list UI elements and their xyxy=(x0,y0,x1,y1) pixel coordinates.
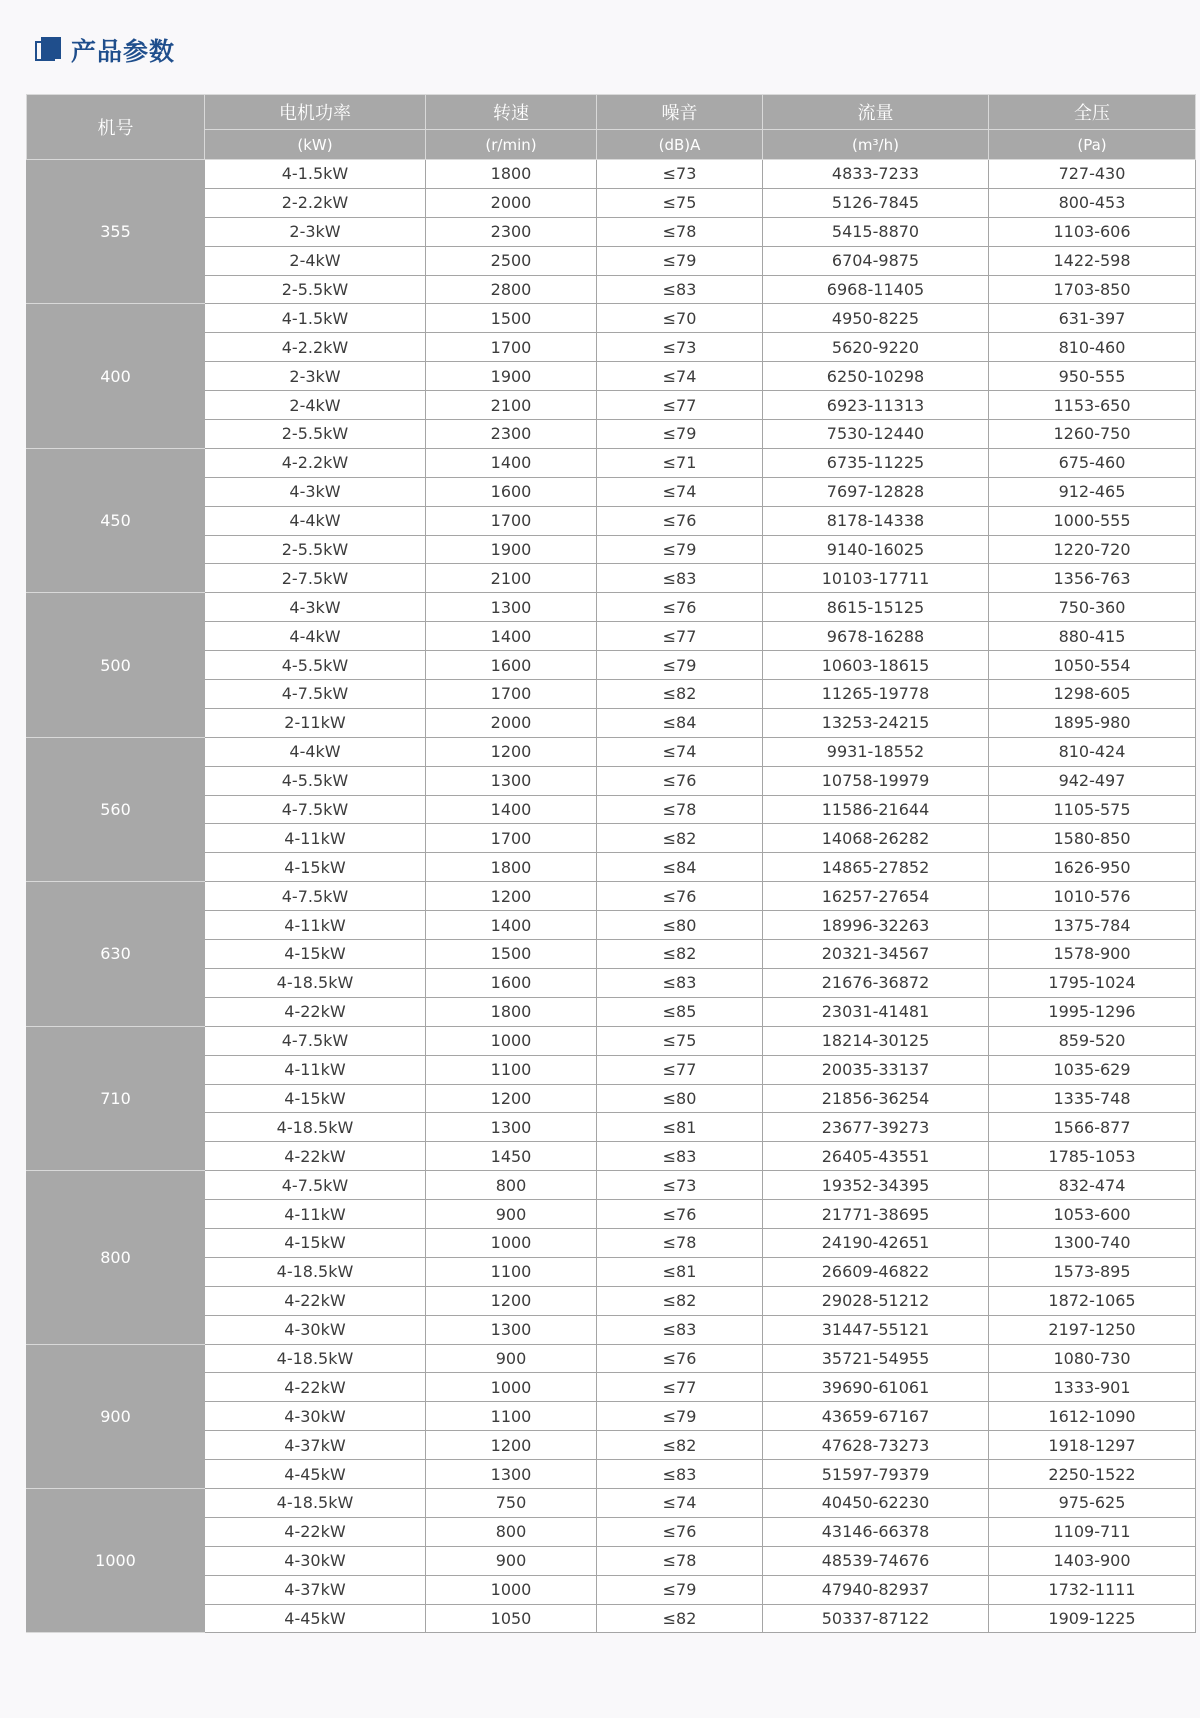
noise-cell: ≤76 xyxy=(597,1517,763,1546)
power-cell: 4-3kW xyxy=(205,593,426,622)
pressure-cell: 810-460 xyxy=(989,333,1196,362)
power-cell: 4-11kW xyxy=(205,911,426,940)
noise-cell: ≤77 xyxy=(597,622,763,651)
speed-cell: 1200 xyxy=(426,737,597,766)
noise-cell: ≤83 xyxy=(597,968,763,997)
pressure-cell: 1109-711 xyxy=(989,1517,1196,1546)
pressure-cell: 1000-555 xyxy=(989,506,1196,535)
speed-cell: 1800 xyxy=(426,160,597,189)
power-cell: 4-22kW xyxy=(205,997,426,1026)
noise-cell: ≤74 xyxy=(597,477,763,506)
speed-cell: 900 xyxy=(426,1546,597,1575)
noise-cell: ≤82 xyxy=(597,940,763,969)
speed-cell: 1800 xyxy=(426,853,597,882)
flow-cell: 8178-14338 xyxy=(763,506,989,535)
speed-cell: 1300 xyxy=(426,1113,597,1142)
table-row xyxy=(27,1026,1196,1055)
power-cell: 4-45kW xyxy=(205,1460,426,1489)
model-cell: 560 xyxy=(27,737,205,881)
table-row xyxy=(27,1344,1196,1373)
power-cell: 4-5.5kW xyxy=(205,651,426,680)
noise-cell: ≤77 xyxy=(597,1373,763,1402)
flow-cell: 47628-73273 xyxy=(763,1431,989,1460)
speed-cell: 1500 xyxy=(426,304,597,333)
flow-cell: 31447-55121 xyxy=(763,1315,989,1344)
table-row xyxy=(27,160,1196,189)
table-row xyxy=(27,882,1196,911)
speed-cell: 1700 xyxy=(426,333,597,362)
speed-cell: 1050 xyxy=(426,1604,597,1633)
pressure-cell: 1872-1065 xyxy=(989,1286,1196,1315)
power-cell: 4-22kW xyxy=(205,1373,426,1402)
speed-cell: 1000 xyxy=(426,1026,597,1055)
pressure-cell: 912-465 xyxy=(989,477,1196,506)
power-cell: 2-3kW xyxy=(205,362,426,391)
speed-cell: 2300 xyxy=(426,420,597,449)
model-cell: 1000 xyxy=(27,1488,205,1632)
pressure-cell: 1909-1225 xyxy=(989,1604,1196,1633)
flow-cell: 6704-9875 xyxy=(763,246,989,275)
flow-cell: 50337-87122 xyxy=(763,1604,989,1633)
flow-cell: 21856-36254 xyxy=(763,1084,989,1113)
pressure-cell: 1333-901 xyxy=(989,1373,1196,1402)
flow-cell: 6250-10298 xyxy=(763,362,989,391)
speed-cell: 1700 xyxy=(426,824,597,853)
noise-cell: ≤79 xyxy=(597,1402,763,1431)
noise-cell: ≤82 xyxy=(597,1431,763,1460)
power-cell: 4-1.5kW xyxy=(205,160,426,189)
model-cell: 400 xyxy=(27,304,205,448)
pressure-cell: 750-360 xyxy=(989,593,1196,622)
speed-cell: 1900 xyxy=(426,362,597,391)
speed-cell: 1400 xyxy=(426,911,597,940)
model-cell: 450 xyxy=(27,448,205,592)
speed-cell: 2500 xyxy=(426,246,597,275)
power-cell: 4-4kW xyxy=(205,506,426,535)
pressure-cell: 1566-877 xyxy=(989,1113,1196,1142)
speed-cell: 1600 xyxy=(426,477,597,506)
noise-cell: ≤79 xyxy=(597,1575,763,1604)
header-speed: 转速 xyxy=(426,95,597,130)
power-cell: 4-2.2kW xyxy=(205,333,426,362)
speed-cell: 1300 xyxy=(426,593,597,622)
pressure-cell: 1612-1090 xyxy=(989,1402,1196,1431)
pressure-cell: 631-397 xyxy=(989,304,1196,333)
power-cell: 2-4kW xyxy=(205,246,426,275)
flow-cell: 24190-42651 xyxy=(763,1228,989,1257)
pressure-cell: 1703-850 xyxy=(989,275,1196,304)
noise-cell: ≤76 xyxy=(597,766,763,795)
power-cell: 4-11kW xyxy=(205,1200,426,1229)
power-cell: 4-45kW xyxy=(205,1604,426,1633)
power-cell: 4-15kW xyxy=(205,1084,426,1113)
noise-cell: ≤78 xyxy=(597,1228,763,1257)
speed-cell: 1100 xyxy=(426,1257,597,1286)
noise-cell: ≤81 xyxy=(597,1257,763,1286)
power-cell: 2-5.5kW xyxy=(205,275,426,304)
page-title: 产品参数 xyxy=(71,37,176,66)
flow-cell: 7697-12828 xyxy=(763,477,989,506)
flow-cell: 14865-27852 xyxy=(763,853,989,882)
header-row-names xyxy=(27,95,1196,130)
power-cell: 4-3kW xyxy=(205,477,426,506)
table-row xyxy=(27,1488,1196,1517)
header-noise-unit: (dB)A xyxy=(597,130,763,160)
pressure-cell: 880-415 xyxy=(989,622,1196,651)
noise-cell: ≤74 xyxy=(597,362,763,391)
pressure-cell: 1335-748 xyxy=(989,1084,1196,1113)
model-cell: 500 xyxy=(27,593,205,737)
flow-cell: 4833-7233 xyxy=(763,160,989,189)
noise-cell: ≤75 xyxy=(597,1026,763,1055)
noise-cell: ≤84 xyxy=(597,853,763,882)
flow-cell: 10758-19979 xyxy=(763,766,989,795)
header-model: 机号 xyxy=(27,95,205,160)
pressure-cell: 1260-750 xyxy=(989,420,1196,449)
flow-cell: 51597-79379 xyxy=(763,1460,989,1489)
pressure-cell: 1422-598 xyxy=(989,246,1196,275)
speed-cell: 1300 xyxy=(426,766,597,795)
power-cell: 4-37kW xyxy=(205,1431,426,1460)
power-cell: 4-37kW xyxy=(205,1575,426,1604)
pressure-cell: 942-497 xyxy=(989,766,1196,795)
noise-cell: ≤82 xyxy=(597,1286,763,1315)
power-cell: 2-2.2kW xyxy=(205,188,426,217)
speed-cell: 1600 xyxy=(426,968,597,997)
noise-cell: ≤71 xyxy=(597,448,763,477)
noise-cell: ≤85 xyxy=(597,997,763,1026)
speed-cell: 1200 xyxy=(426,1431,597,1460)
pressure-cell: 675-460 xyxy=(989,448,1196,477)
flow-cell: 5126-7845 xyxy=(763,188,989,217)
noise-cell: ≤84 xyxy=(597,708,763,737)
pressure-cell: 1356-763 xyxy=(989,564,1196,593)
pressure-cell: 2197-1250 xyxy=(989,1315,1196,1344)
power-cell: 2-5.5kW xyxy=(205,535,426,564)
flow-cell: 10103-17711 xyxy=(763,564,989,593)
table-header xyxy=(27,95,1196,160)
flow-cell: 23031-41481 xyxy=(763,997,989,1026)
header-pressure: 全压 xyxy=(989,95,1196,130)
power-cell: 4-18.5kW xyxy=(205,1257,426,1286)
noise-cell: ≤78 xyxy=(597,795,763,824)
flow-cell: 21676-36872 xyxy=(763,968,989,997)
flow-cell: 18996-32263 xyxy=(763,911,989,940)
flow-cell: 29028-51212 xyxy=(763,1286,989,1315)
pressure-cell: 1050-554 xyxy=(989,651,1196,680)
noise-cell: ≤73 xyxy=(597,1171,763,1200)
power-cell: 4-30kW xyxy=(205,1315,426,1344)
noise-cell: ≤79 xyxy=(597,420,763,449)
pressure-cell: 1795-1024 xyxy=(989,968,1196,997)
flow-cell: 20035-33137 xyxy=(763,1055,989,1084)
section-title xyxy=(35,30,175,70)
flow-cell: 9140-16025 xyxy=(763,535,989,564)
pressure-cell: 1375-784 xyxy=(989,911,1196,940)
power-cell: 2-7.5kW xyxy=(205,564,426,593)
table-row xyxy=(27,737,1196,766)
speed-cell: 1400 xyxy=(426,622,597,651)
table-row xyxy=(27,593,1196,622)
power-cell: 2-5.5kW xyxy=(205,420,426,449)
pressure-cell: 859-520 xyxy=(989,1026,1196,1055)
speed-cell: 900 xyxy=(426,1344,597,1373)
pressure-cell: 2250-1522 xyxy=(989,1460,1196,1489)
speed-cell: 2100 xyxy=(426,564,597,593)
table-body xyxy=(27,160,1196,1633)
power-cell: 4-30kW xyxy=(205,1402,426,1431)
flow-cell: 6735-11225 xyxy=(763,448,989,477)
pressure-cell: 1626-950 xyxy=(989,853,1196,882)
flow-cell: 6968-11405 xyxy=(763,275,989,304)
speed-cell: 1450 xyxy=(426,1142,597,1171)
pressure-cell: 1010-576 xyxy=(989,882,1196,911)
flow-cell: 5415-8870 xyxy=(763,217,989,246)
pressure-cell: 1403-900 xyxy=(989,1546,1196,1575)
pressure-cell: 832-474 xyxy=(989,1171,1196,1200)
power-cell: 4-22kW xyxy=(205,1142,426,1171)
speed-cell: 1200 xyxy=(426,1286,597,1315)
power-cell: 4-15kW xyxy=(205,853,426,882)
model-cell: 800 xyxy=(27,1171,205,1344)
power-cell: 2-11kW xyxy=(205,708,426,737)
noise-cell: ≤82 xyxy=(597,824,763,853)
speed-cell: 1400 xyxy=(426,795,597,824)
power-cell: 2-3kW xyxy=(205,217,426,246)
pressure-cell: 727-430 xyxy=(989,160,1196,189)
speed-cell: 800 xyxy=(426,1517,597,1546)
flow-cell: 9678-16288 xyxy=(763,622,989,651)
noise-cell: ≤74 xyxy=(597,737,763,766)
pressure-cell: 1153-650 xyxy=(989,391,1196,420)
speed-cell: 1300 xyxy=(426,1315,597,1344)
model-cell: 630 xyxy=(27,882,205,1026)
speed-cell: 800 xyxy=(426,1171,597,1200)
model-cell: 355 xyxy=(27,160,205,304)
power-cell: 4-7.5kW xyxy=(205,1026,426,1055)
noise-cell: ≤74 xyxy=(597,1488,763,1517)
header-power: 电机功率 xyxy=(205,95,426,130)
flow-cell: 16257-27654 xyxy=(763,882,989,911)
flow-cell: 11265-19778 xyxy=(763,680,989,709)
noise-cell: ≤79 xyxy=(597,535,763,564)
speed-cell: 2000 xyxy=(426,188,597,217)
pressure-cell: 1298-605 xyxy=(989,680,1196,709)
noise-cell: ≤77 xyxy=(597,1055,763,1084)
noise-cell: ≤70 xyxy=(597,304,763,333)
speed-cell: 1700 xyxy=(426,680,597,709)
noise-cell: ≤76 xyxy=(597,882,763,911)
pressure-cell: 1300-740 xyxy=(989,1228,1196,1257)
flow-cell: 43659-67167 xyxy=(763,1402,989,1431)
noise-cell: ≤79 xyxy=(597,246,763,275)
pressure-cell: 1732-1111 xyxy=(989,1575,1196,1604)
noise-cell: ≤82 xyxy=(597,680,763,709)
header-noise: 噪音 xyxy=(597,95,763,130)
pressure-cell: 1895-980 xyxy=(989,708,1196,737)
noise-cell: ≤80 xyxy=(597,1084,763,1113)
flow-cell: 23677-39273 xyxy=(763,1113,989,1142)
flow-cell: 10603-18615 xyxy=(763,651,989,680)
noise-cell: ≤78 xyxy=(597,217,763,246)
header-speed-unit: (r/min) xyxy=(426,130,597,160)
speed-cell: 1200 xyxy=(426,882,597,911)
pressure-cell: 1578-900 xyxy=(989,940,1196,969)
flow-cell: 11586-21644 xyxy=(763,795,989,824)
power-cell: 4-18.5kW xyxy=(205,1113,426,1142)
pressure-cell: 1035-629 xyxy=(989,1055,1196,1084)
power-cell: 4-7.5kW xyxy=(205,680,426,709)
noise-cell: ≤73 xyxy=(597,160,763,189)
noise-cell: ≤83 xyxy=(597,1460,763,1489)
speed-cell: 2000 xyxy=(426,708,597,737)
power-cell: 4-18.5kW xyxy=(205,1488,426,1517)
noise-cell: ≤76 xyxy=(597,593,763,622)
pressure-cell: 1918-1297 xyxy=(989,1431,1196,1460)
speed-cell: 1700 xyxy=(426,506,597,535)
flow-cell: 40450-62230 xyxy=(763,1488,989,1517)
flow-cell: 4950-8225 xyxy=(763,304,989,333)
noise-cell: ≤83 xyxy=(597,1315,763,1344)
pressure-cell: 1995-1296 xyxy=(989,997,1196,1026)
header-pressure-unit: (Pa) xyxy=(989,130,1196,160)
noise-cell: ≤76 xyxy=(597,1344,763,1373)
speed-cell: 1400 xyxy=(426,448,597,477)
power-cell: 4-7.5kW xyxy=(205,1171,426,1200)
speed-cell: 2100 xyxy=(426,391,597,420)
power-cell: 4-18.5kW xyxy=(205,1344,426,1373)
flow-cell: 35721-54955 xyxy=(763,1344,989,1373)
header-flow: 流量 xyxy=(763,95,989,130)
speed-cell: 1000 xyxy=(426,1575,597,1604)
noise-cell: ≤81 xyxy=(597,1113,763,1142)
noise-cell: ≤79 xyxy=(597,651,763,680)
noise-cell: ≤76 xyxy=(597,1200,763,1229)
power-cell: 4-22kW xyxy=(205,1517,426,1546)
speed-cell: 900 xyxy=(426,1200,597,1229)
square-stack-icon xyxy=(35,37,61,63)
flow-cell: 21771-38695 xyxy=(763,1200,989,1229)
speed-cell: 1100 xyxy=(426,1402,597,1431)
speed-cell: 2800 xyxy=(426,275,597,304)
flow-cell: 26405-43551 xyxy=(763,1142,989,1171)
power-cell: 4-15kW xyxy=(205,1228,426,1257)
pressure-cell: 1573-895 xyxy=(989,1257,1196,1286)
noise-cell: ≤82 xyxy=(597,1604,763,1633)
speed-cell: 1300 xyxy=(426,1460,597,1489)
speed-cell: 1200 xyxy=(426,1084,597,1113)
flow-cell: 8615-15125 xyxy=(763,593,989,622)
power-cell: 4-30kW xyxy=(205,1546,426,1575)
pressure-cell: 1105-575 xyxy=(989,795,1196,824)
flow-cell: 19352-34395 xyxy=(763,1171,989,1200)
noise-cell: ≤77 xyxy=(597,391,763,420)
power-cell: 4-11kW xyxy=(205,824,426,853)
pressure-cell: 800-453 xyxy=(989,188,1196,217)
noise-cell: ≤80 xyxy=(597,911,763,940)
speed-cell: 1800 xyxy=(426,997,597,1026)
header-flow-unit: (m³/h) xyxy=(763,130,989,160)
noise-cell: ≤78 xyxy=(597,1546,763,1575)
speed-cell: 1000 xyxy=(426,1228,597,1257)
power-cell: 4-7.5kW xyxy=(205,795,426,824)
noise-cell: ≤83 xyxy=(597,564,763,593)
speed-cell: 1500 xyxy=(426,940,597,969)
flow-cell: 14068-26282 xyxy=(763,824,989,853)
power-cell: 4-7.5kW xyxy=(205,882,426,911)
power-cell: 2-4kW xyxy=(205,391,426,420)
flow-cell: 13253-24215 xyxy=(763,708,989,737)
pressure-cell: 1053-600 xyxy=(989,1200,1196,1229)
speed-cell: 750 xyxy=(426,1488,597,1517)
table-row xyxy=(27,304,1196,333)
noise-cell: ≤83 xyxy=(597,275,763,304)
power-cell: 4-1.5kW xyxy=(205,304,426,333)
flow-cell: 43146-66378 xyxy=(763,1517,989,1546)
flow-cell: 6923-11313 xyxy=(763,391,989,420)
speed-cell: 1600 xyxy=(426,651,597,680)
power-cell: 4-15kW xyxy=(205,940,426,969)
noise-cell: ≤73 xyxy=(597,333,763,362)
product-parameters-table xyxy=(26,94,1196,1633)
power-cell: 4-11kW xyxy=(205,1055,426,1084)
flow-cell: 20321-34567 xyxy=(763,940,989,969)
table-row xyxy=(27,1171,1196,1200)
pressure-cell: 810-424 xyxy=(989,737,1196,766)
pressure-cell: 1220-720 xyxy=(989,535,1196,564)
flow-cell: 9931-18552 xyxy=(763,737,989,766)
table-row xyxy=(27,448,1196,477)
model-cell: 900 xyxy=(27,1344,205,1488)
model-cell: 710 xyxy=(27,1026,205,1170)
speed-cell: 1900 xyxy=(426,535,597,564)
power-cell: 4-18.5kW xyxy=(205,968,426,997)
pressure-cell: 950-555 xyxy=(989,362,1196,391)
flow-cell: 7530-12440 xyxy=(763,420,989,449)
flow-cell: 18214-30125 xyxy=(763,1026,989,1055)
pressure-cell: 1580-850 xyxy=(989,824,1196,853)
flow-cell: 5620-9220 xyxy=(763,333,989,362)
power-cell: 4-4kW xyxy=(205,737,426,766)
pressure-cell: 975-625 xyxy=(989,1488,1196,1517)
power-cell: 4-22kW xyxy=(205,1286,426,1315)
flow-cell: 39690-61061 xyxy=(763,1373,989,1402)
speed-cell: 1100 xyxy=(426,1055,597,1084)
speed-cell: 1000 xyxy=(426,1373,597,1402)
noise-cell: ≤75 xyxy=(597,188,763,217)
pressure-cell: 1080-730 xyxy=(989,1344,1196,1373)
speed-cell: 2300 xyxy=(426,217,597,246)
header-power-unit: (kW) xyxy=(205,130,426,160)
noise-cell: ≤76 xyxy=(597,506,763,535)
pressure-cell: 1103-606 xyxy=(989,217,1196,246)
noise-cell: ≤83 xyxy=(597,1142,763,1171)
power-cell: 4-5.5kW xyxy=(205,766,426,795)
power-cell: 4-4kW xyxy=(205,622,426,651)
power-cell: 4-2.2kW xyxy=(205,448,426,477)
pressure-cell: 1785-1053 xyxy=(989,1142,1196,1171)
flow-cell: 48539-74676 xyxy=(763,1546,989,1575)
flow-cell: 47940-82937 xyxy=(763,1575,989,1604)
flow-cell: 26609-46822 xyxy=(763,1257,989,1286)
